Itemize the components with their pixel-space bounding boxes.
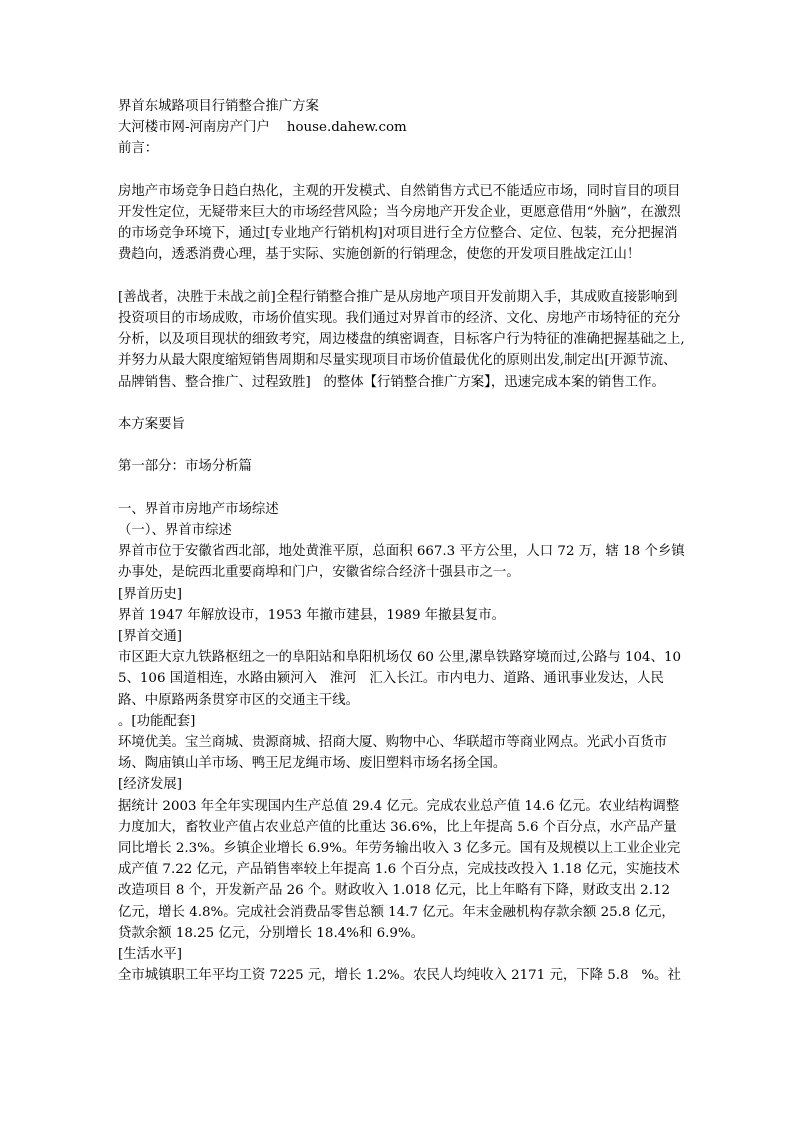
summary-heading: 本方案要旨 [118, 417, 185, 432]
preface-label: 前言： [118, 141, 159, 157]
document-page [118, 96, 686, 986]
economy-label: [经济发展] [118, 777, 183, 793]
document-title: 界首东城路项目行销整合推广方案 [118, 99, 319, 114]
document-source: 大河楼市网-河南房产门户 house.dahew.com [118, 120, 407, 136]
function-paragraph: 环境优美。宝兰商城、贵源商城、招商大厦、购物中心、华联超市等商业网点。光武小百货市场、陶庙镇山羊市场、鸭王尼龙绳市场、废旧塑料市场名扬全国。 [118, 735, 668, 772]
traffic-paragraph: 市区距大京九铁路枢纽之一的阜阳站和阜阳机场仅 60 公里,漯阜铁路穿境而过,公路与 104、105、106 国道相连，水路由颍河入 淮河 汇入长江。市内电力、道路、通讯事业发达，人民路、中原路两条贯穿市区的交通主干线。 [118, 650, 681, 708]
section-one-heading: 一、界首市房地产市场综述 [118, 501, 279, 517]
living-paragraph: 全市城镇职工年平均工资 7225 元，增长 1.2%。农民人均纯收入 2171 元，下降 5.8 %。社 [118, 968, 681, 984]
intro-paragraph: 房地产市场竞争日趋白热化，主观的开发模式、自然销售方式已不能适应市场，同时盲目的项目开发性定位，无疑带来巨大的市场经营风险；当今房地产开发企业，更愿意借用“外脑”，在激烈的市场竞争环境下，通过[专业地产行销机构]对项目进行全方位整合、定位、包装，充分把握消费趋向，透悉消费心理，基于实际、实施创新的行销理念，使您的开发项目胜战定江山！ [118, 183, 681, 263]
economy-paragraph: 据统计 2003 年全年实现国内生产总值 29.4 亿元。完成农业总产值 14.6 亿元。农业结构调整力度加大，畜牧业产值占农业总产值的比重达 36.6%，比上年提高 5.6 个百分点，水产品产量同比增长 2.3%。乡镇企业增长 6.9%。年劳务输出收入 3 亿多元。国有及规模以上工业企业完成产值 7.22 亿元，产品销售率较上年提高 1.6 个百分点，完成技改投入 1.18 亿元，实施技术改造项目 8 个，开发新产品 26 个。财政收入 1.018 亿元，比上年略有下降，财政支出 2.12 亿元，增长 4.8%。完成社会消费品零售总额 14.7 亿元。年末金融机构存款余额 25.8 亿元，贷款余额 18.25 亿元，分别增长 18.4%和 6.9%。 [118, 798, 681, 941]
spacer [118, 435, 686, 456]
spacer [118, 478, 686, 499]
history-label: [界首历史] [118, 586, 183, 602]
spacer [118, 393, 686, 414]
subsection-one-heading: （一）、界首市综述 [118, 522, 232, 538]
history-paragraph: 界首 1947 年解放设市，1953 年撤市建县，1989 年撤县复市。 [118, 607, 506, 623]
living-label: [生活水平] [118, 947, 183, 963]
strategy-paragraph: [善战者，决胜于未战之前]全程行销整合推广是从房地产项目开发前期入手，其成败直接影响到投资项目的市场成败，市场价值实现。我们通过对界首市的经济、文化、房地产市场特征的充分分析，以及项目现状的细致考究，周边楼盘的缜密调查，目标客户行为特征的准确把握基础之上,并努力从最大限度缩短销售周期和尽量实现项目市场价值最优化的原则出发,制定出[开源节流、品牌销售、整合推广、过程致胜] 的整体【行销整合推广方案】，迅速完成本案的销售工作。 [118, 289, 685, 390]
part-one-heading: 第一部分：市场分析篇 [118, 459, 252, 475]
overview-paragraph: 界首市位于安徽省西北部，地处黄淮平原，总面积 667.3 平方公里，人口 72 万，辖 18 个乡镇办事处，是皖西北重要商埠和门户，安徽省综合经济十强县市之一。 [118, 544, 685, 581]
spacer [118, 160, 686, 181]
spacer [118, 266, 686, 287]
function-label: 。[功能配套] [118, 713, 196, 729]
traffic-label: [界首交通] [118, 629, 183, 644]
